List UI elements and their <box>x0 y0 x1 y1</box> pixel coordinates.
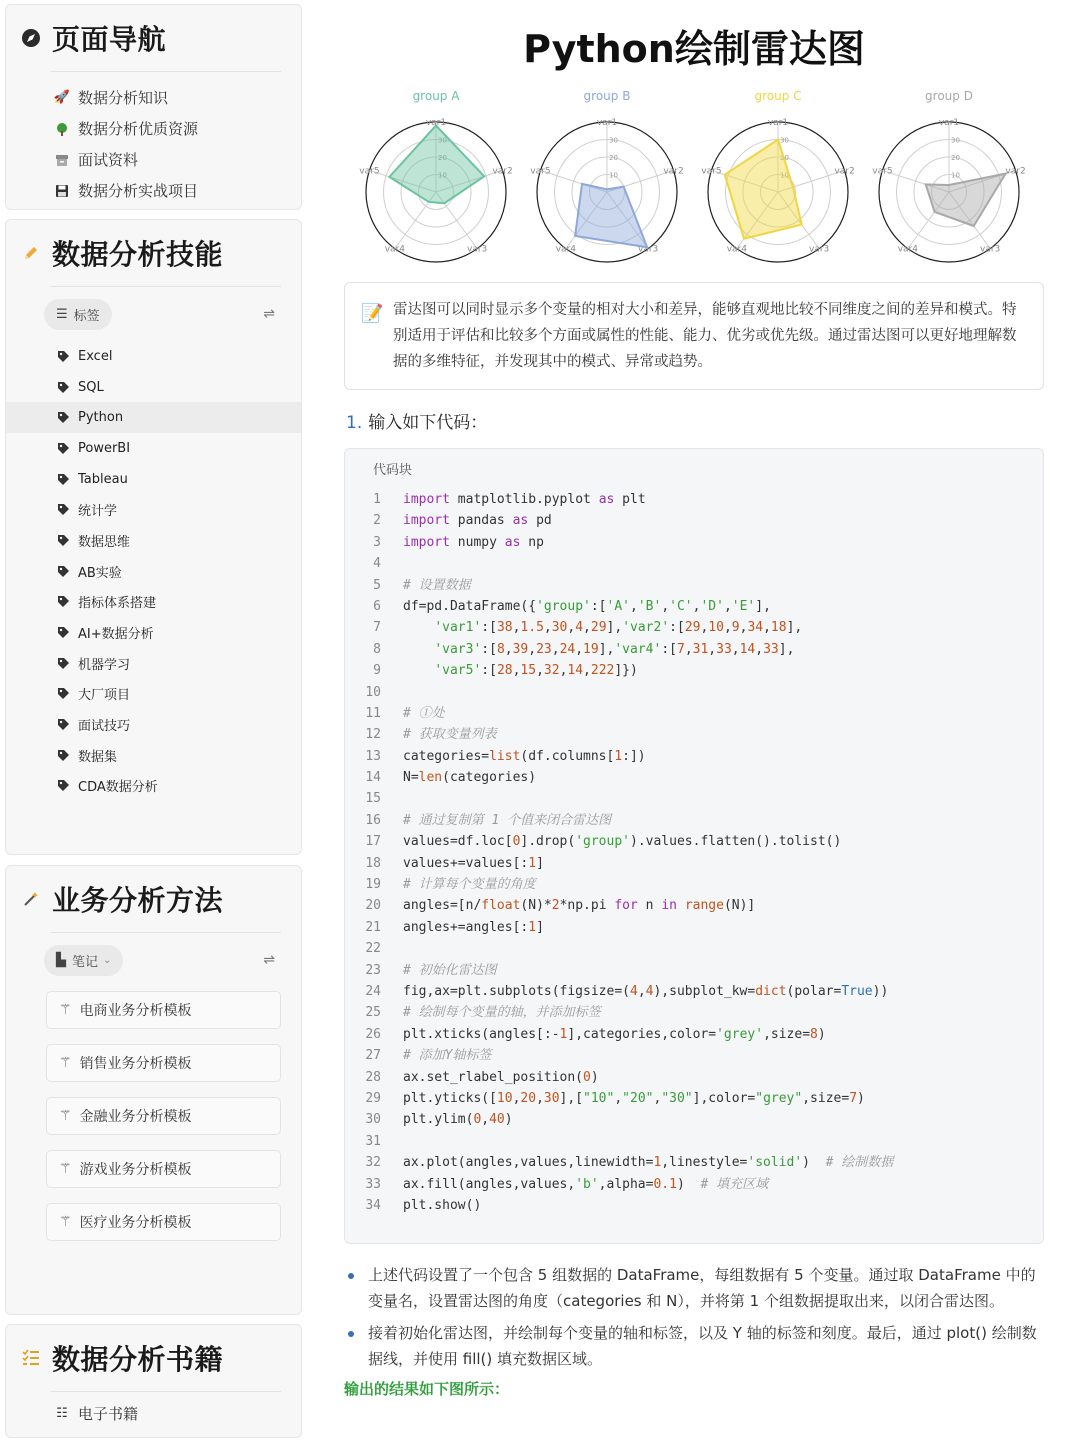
line-number: 11 <box>365 705 381 721</box>
tag-item-python[interactable] <box>6 402 301 433</box>
line-code: N=len(categories) <box>403 770 537 786</box>
line-code: ax.set_rlabel_position(0) <box>403 1069 599 1085</box>
template-label: 电商业务分析模板 <box>79 1003 192 1019</box>
code-line <box>345 596 1043 617</box>
radar-tick-label: 10 <box>951 171 960 180</box>
notes-filter-pill[interactable] <box>44 945 123 976</box>
bullet-text: 上述代码设置了一个包含 5 组数据的 DataFrame，每组数据有 5 个变量。通过取 DataFrame 中的变量名，设置雷达图的角度（categories 和 N），并将第 1 个组数据提取出来，以闭合雷达图。 <box>368 1266 1036 1310</box>
code-line <box>345 639 1043 660</box>
radar-category-label: var1 <box>425 118 447 128</box>
tag-label: CDA数据分析 <box>78 780 158 796</box>
line-number: 7 <box>373 620 381 636</box>
magic-wand-icon: ⚚ <box>59 1108 72 1124</box>
tag-label: 数据集 <box>78 749 118 765</box>
radar-tick-label: 30 <box>780 136 789 145</box>
skills-panel-title: 数据分析技能 <box>52 238 224 271</box>
nav-panel-title: 页面导航 <box>52 23 167 56</box>
radar-tick-label: 30 <box>609 136 618 145</box>
tag-label: 统计学 <box>78 504 118 520</box>
tag-item-tableau[interactable] <box>6 464 301 495</box>
template-card-gaming[interactable] <box>46 1150 281 1188</box>
line-code: angles+=angles[:1] <box>403 919 544 935</box>
methods-panel-header <box>6 866 301 932</box>
tag-label: AI+数据分析 <box>78 627 154 643</box>
tag-label: Python <box>78 410 124 426</box>
tag-icon <box>56 349 70 363</box>
template-card-ecommerce[interactable] <box>46 991 281 1029</box>
nav-item-label: 电子书籍 <box>78 1405 139 1423</box>
tag-item-sql[interactable] <box>6 372 301 403</box>
radar-title: group C <box>754 89 802 103</box>
radar-tick-label: 10 <box>438 171 447 180</box>
checklist-icon <box>20 1347 42 1369</box>
pencil-icon <box>20 242 42 264</box>
notes-filter-row <box>6 933 301 987</box>
radar-category-label: var1 <box>938 118 960 128</box>
line-code: plt.yticks([10,20,30],["10","20","30"],color="grey",size=7) <box>403 1090 865 1106</box>
tag-icon <box>56 626 70 640</box>
code-line <box>345 1002 1043 1023</box>
line-code: fig,ax=plt.subplots(figsize=(4,4),subplot_kw=dict(polar=True)) <box>403 983 889 999</box>
tag-item-cda[interactable] <box>6 771 301 802</box>
magic-wand-icon: ⚚ <box>59 1214 72 1230</box>
rocket-icon: 🚀 <box>53 90 71 105</box>
tag-label: 数据思维 <box>78 534 131 550</box>
line-number: 16 <box>365 812 381 828</box>
code-line <box>345 532 1043 553</box>
line-code: 'var3':[8,39,23,24,19],'var4':[7,31,33,14,33], <box>434 641 795 657</box>
template-card-finance[interactable] <box>46 1097 281 1135</box>
magic-wand-icon <box>20 888 42 910</box>
line-number: 34 <box>365 1197 381 1213</box>
line-number: 17 <box>365 834 381 850</box>
line-code: ax.plot(angles,values,linewidth=1,linestyle='solid') # 绘制数据 <box>403 1155 894 1171</box>
line-number: 4 <box>373 556 381 572</box>
line-number: 28 <box>365 1069 381 1085</box>
callout-text: 雷达图可以同时显示多个变量的相对大小和差异，能够直观地比较不同维度之间的差异和模式。特别适用于评估和比较多个方面或属性的性能、能力、优劣或优先级。通过雷达图可以更好地理解数据的多维特征，并发现其中的模式、异常或趋势。 <box>393 302 1017 370</box>
radar-tick-label: 20 <box>438 154 447 162</box>
line-number: 27 <box>365 1048 381 1064</box>
code-line <box>345 489 1043 510</box>
checklist-icon: ☷ <box>56 1406 68 1421</box>
line-code: ax.fill(angles,values,'b',alpha=0.1) # 填充区域 <box>403 1176 769 1192</box>
memo-icon: 📝 <box>361 303 384 324</box>
line-number: 6 <box>373 598 381 614</box>
line-number: 24 <box>365 983 381 999</box>
tag-icon <box>56 656 70 670</box>
bullet-dot <box>348 1331 354 1337</box>
code-line <box>345 831 1043 852</box>
nav-item-label: 数据分析优质资源 <box>78 120 199 138</box>
code-line <box>345 938 1043 959</box>
tag-item-ab-test[interactable] <box>6 556 301 587</box>
radar-series-group-A <box>389 126 484 204</box>
line-code: # 设置数据 <box>403 577 471 593</box>
line-code: plt.ylim(0,40) <box>403 1112 513 1128</box>
radar-category-label: var2 <box>1005 166 1026 177</box>
code-line <box>345 1045 1043 1066</box>
skills-panel <box>5 219 302 855</box>
radar-category-label: var5 <box>530 166 551 177</box>
radar-tick-label: 10 <box>609 171 618 180</box>
nav-item-label: 数据分析知识 <box>78 89 169 107</box>
tag-label: 机器学习 <box>78 657 131 673</box>
line-number: 30 <box>365 1112 381 1128</box>
line-number: 31 <box>365 1133 381 1149</box>
tag-icon <box>56 748 70 762</box>
line-code: categories=list(df.columns[1:]) <box>403 748 646 764</box>
code-lines <box>345 489 1043 1216</box>
line-number: 26 <box>365 1026 381 1042</box>
nav-item-label: 面试资料 <box>78 151 139 169</box>
radar-title: group A <box>412 89 460 103</box>
tag-item-statistics[interactable] <box>6 494 301 525</box>
nav-panel-header <box>6 5 301 71</box>
methods-panel <box>5 865 302 1315</box>
nav-item-ebooks[interactable] <box>6 1398 301 1429</box>
line-number: 29 <box>365 1090 381 1106</box>
line-code: 'var5':[28,15,32,14,222]}) <box>434 663 638 679</box>
result-text: 输出的结果如下图所示： <box>344 1380 510 1398</box>
line-number: 15 <box>365 791 381 807</box>
doc-icon: ▙ <box>56 952 66 968</box>
line-number: 13 <box>365 748 381 764</box>
line-number: 2 <box>373 513 381 529</box>
radar-category-label: var3 <box>809 244 830 255</box>
radar-chart-image <box>344 82 1044 272</box>
tag-item-powerbi[interactable] <box>6 433 301 464</box>
info-callout <box>344 282 1044 390</box>
code-line <box>345 767 1043 788</box>
line-code: import pandas as pd <box>403 513 552 529</box>
code-line <box>345 981 1043 1002</box>
magic-wand-icon: ⚚ <box>59 1161 72 1177</box>
line-code: # 通过复制第 1 个值来闭合雷达图 <box>403 812 612 828</box>
line-number: 1 <box>373 492 381 507</box>
code-line <box>345 724 1043 745</box>
code-block[interactable] <box>344 448 1044 1244</box>
tag-label: SQL <box>78 379 104 395</box>
line-code: import numpy as np <box>403 534 544 550</box>
template-label: 游戏业务分析模板 <box>79 1162 192 1178</box>
template-label: 销售业务分析模板 <box>79 1056 192 1072</box>
radar-tick-label: 10 <box>780 171 789 180</box>
code-line <box>345 895 1043 916</box>
tag-item-data-thinking[interactable] <box>6 525 301 556</box>
code-line <box>345 1088 1043 1109</box>
code-line <box>345 874 1043 895</box>
radar-category-label: var2 <box>492 166 513 177</box>
bullet-list <box>344 1262 1044 1378</box>
tag-item-metrics[interactable] <box>6 587 301 618</box>
tag-list <box>6 341 301 801</box>
notes-filter-label: 笔记 <box>72 954 99 970</box>
template-label: 医疗业务分析模板 <box>79 1215 192 1231</box>
bullet-text: 接着初始化雷达图，并绘制每个变量的轴和标签，以及 Y 轴的标签和刻度。最后，通过 plot() 绘制数据线，并使用 fill() 填充数据区域。 <box>368 1324 1037 1368</box>
methods-panel-title: 业务分析方法 <box>52 884 224 917</box>
code-line <box>345 1109 1043 1130</box>
line-number: 22 <box>365 941 381 957</box>
radar-tick-label: 30 <box>951 136 960 145</box>
archive-icon <box>54 152 70 168</box>
radar-tick-label: 30 <box>438 136 447 145</box>
code-line <box>345 682 1043 703</box>
radar-tick-label: 20 <box>780 154 789 162</box>
radar-category-label: var5 <box>701 166 722 177</box>
line-number: 8 <box>373 641 381 657</box>
code-line <box>345 1195 1043 1216</box>
code-line <box>345 1131 1043 1152</box>
line-number: 5 <box>373 577 381 593</box>
nav-item-interview[interactable] <box>6 144 301 175</box>
template-label: 金融业务分析模板 <box>79 1109 192 1125</box>
line-number: 3 <box>373 534 381 550</box>
tag-icon <box>56 564 70 578</box>
line-code: 'var1':[38,1.5,30,4,29],'var2':[29,10,9,34,18], <box>434 620 803 636</box>
code-line <box>345 1067 1043 1088</box>
tag-filter-label: 标签 <box>73 308 100 324</box>
magic-wand-icon: ⚚ <box>59 1002 72 1018</box>
tag-label: 指标体系搭建 <box>78 596 157 612</box>
tag-item-interview[interactable] <box>6 709 301 740</box>
line-number: 21 <box>365 919 381 935</box>
nav-item-label: 数据分析实战项目 <box>78 182 199 200</box>
tag-icon <box>56 472 70 486</box>
nav-panel <box>5 4 302 210</box>
line-code: # 计算每个变量的角度 <box>403 877 536 893</box>
tag-label: Excel <box>78 348 113 364</box>
tag-label: PowerBI <box>78 440 131 456</box>
books-panel-title: 数据分析书籍 <box>52 1343 224 1376</box>
tag-icon <box>56 441 70 455</box>
line-code: plt.xticks(angles[:-1],categories,color='grey',size=8) <box>403 1026 826 1042</box>
line-code: df=pd.DataFrame({'group':['A','B','C','D','E'], <box>403 598 771 614</box>
compass-icon <box>20 27 42 49</box>
list-icon: ☰ <box>56 306 68 322</box>
tag-item-ai[interactable] <box>6 617 301 648</box>
tag-icon <box>56 411 70 425</box>
line-number: 14 <box>365 770 381 786</box>
tag-icon <box>56 533 70 547</box>
code-block-title: 代码块 <box>373 463 413 478</box>
code-line <box>345 917 1043 938</box>
tag-icon <box>56 687 70 701</box>
radar-tick-label: 20 <box>951 154 960 162</box>
radar-category-label: var2 <box>663 166 684 177</box>
radar-category-label: var3 <box>467 244 488 255</box>
radar-category-label: var2 <box>834 166 855 177</box>
code-line <box>345 703 1043 724</box>
radar-series-group-D <box>926 171 1006 226</box>
radar-category-label: var5 <box>359 166 380 177</box>
radar-category-label: var4 <box>897 244 918 255</box>
radar-category-label: var4 <box>384 244 405 255</box>
tag-item-dataset[interactable] <box>6 740 301 771</box>
books-panel-header <box>6 1325 301 1391</box>
radar-category-label: var1 <box>767 118 789 128</box>
radar-series-group-B <box>575 184 647 247</box>
code-line <box>345 510 1043 531</box>
code-line <box>345 1024 1043 1045</box>
line-number: 33 <box>365 1176 381 1192</box>
bullet-item <box>344 1262 1044 1314</box>
line-number: 18 <box>365 855 381 871</box>
radar-title: group D <box>925 89 973 103</box>
bullet-dot <box>348 1273 354 1279</box>
tag-icon <box>56 503 70 517</box>
step-number: 1. <box>346 413 363 433</box>
tag-filter-pill[interactable] <box>44 299 112 330</box>
page-title: Python绘制雷达图 <box>523 27 865 71</box>
radar-category-label: var4 <box>726 244 747 255</box>
line-code: # ①处 <box>403 705 445 721</box>
code-line <box>345 617 1043 638</box>
code-line <box>345 853 1043 874</box>
line-number: 9 <box>373 663 381 679</box>
line-code: # 初始化雷达图 <box>403 962 497 978</box>
code-line <box>345 575 1043 596</box>
code-line <box>345 788 1043 809</box>
radar-charts <box>344 82 1044 272</box>
magic-wand-icon: ⚚ <box>59 1055 72 1071</box>
line-number: 23 <box>365 962 381 978</box>
sliders-icon[interactable]: ⇌ <box>263 952 275 968</box>
radar-category-label: var4 <box>555 244 576 255</box>
line-number: 10 <box>365 684 381 700</box>
tag-filter-row <box>6 287 301 341</box>
floppy-icon <box>54 183 70 199</box>
line-code: import matplotlib.pyplot as plt <box>403 492 646 507</box>
tree-icon <box>54 121 70 137</box>
books-panel <box>5 1324 302 1438</box>
bullet-item <box>344 1320 1044 1372</box>
template-card-medical[interactable] <box>46 1203 281 1241</box>
line-code: # 添加Y轴标签 <box>403 1048 492 1064</box>
code-line <box>345 1174 1043 1195</box>
line-code: values=df.loc[0].drop('group').values.flatten().tolist() <box>403 834 842 850</box>
template-card-sales[interactable] <box>46 1044 281 1082</box>
step-heading <box>346 408 487 433</box>
code-line <box>345 553 1043 574</box>
tag-label: 大厂项目 <box>78 688 131 704</box>
tag-item-excel[interactable] <box>6 341 301 372</box>
tag-icon <box>56 380 70 394</box>
line-number: 12 <box>365 727 381 743</box>
radar-title: group B <box>583 89 631 103</box>
code-line <box>345 810 1043 831</box>
nav-item-projects[interactable] <box>6 175 301 206</box>
chevron-down-icon: ⌄ <box>103 954 112 966</box>
skills-panel-header <box>6 220 301 286</box>
line-number: 32 <box>365 1155 381 1171</box>
line-number: 25 <box>365 1005 381 1021</box>
tag-item-bigtech[interactable] <box>6 679 301 710</box>
tag-item-ml[interactable] <box>6 648 301 679</box>
step-text: 输入如下代码： <box>368 413 488 433</box>
nav-item-knowledge[interactable] <box>6 82 301 113</box>
code-line <box>345 1152 1043 1173</box>
radar-category-label: var1 <box>596 118 618 128</box>
tag-icon <box>56 718 70 732</box>
tag-label: AB实验 <box>78 565 122 581</box>
line-code: # 绘制每个变量的轴，并添加标签 <box>403 1005 601 1021</box>
radar-category-label: var3 <box>638 244 659 255</box>
code-line <box>345 960 1043 981</box>
sliders-icon[interactable]: ⇌ <box>263 306 275 322</box>
radar-tick-label: 20 <box>609 154 618 162</box>
nav-item-resources[interactable] <box>6 113 301 144</box>
radar-category-label: var5 <box>872 166 893 177</box>
tag-icon <box>56 595 70 609</box>
radar-category-label: var3 <box>980 244 1001 255</box>
tag-label: 面试技巧 <box>78 719 131 735</box>
line-number: 19 <box>365 877 381 893</box>
code-line <box>345 660 1043 681</box>
line-code: # 获取变量列表 <box>403 727 497 743</box>
line-number: 20 <box>365 898 381 914</box>
tag-label: Tableau <box>78 471 128 487</box>
line-code: angles=[n/float(N)*2*np.pi for n in range(N)] <box>403 898 756 914</box>
line-code: plt.show() <box>403 1197 482 1213</box>
tag-icon <box>56 779 70 793</box>
code-line <box>345 746 1043 767</box>
line-code: values+=values[:1] <box>403 855 544 871</box>
